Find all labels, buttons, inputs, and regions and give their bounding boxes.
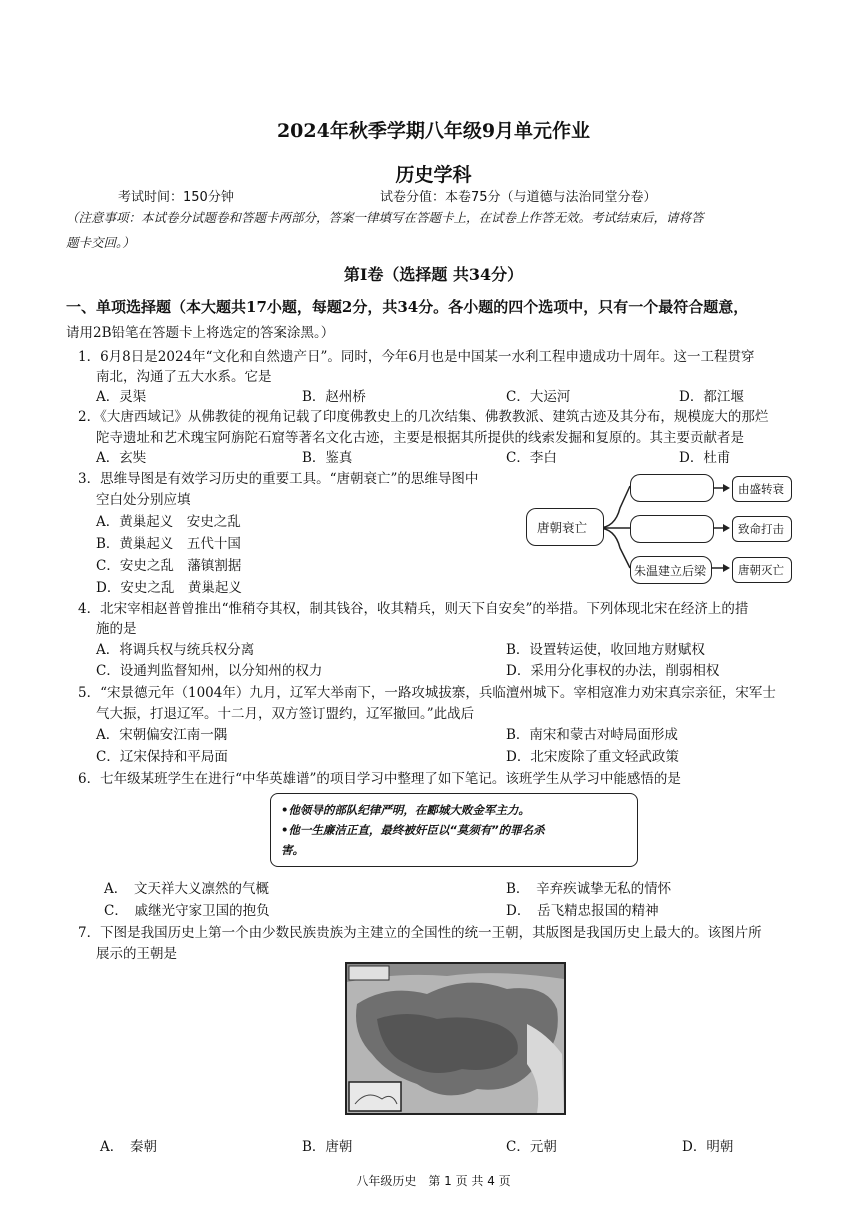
q2-line-2: 陀寺遗址和艺术瑰宝阿旃陀石窟等著名文化古迹，主要是根据其所提供的线索发掘和复原的。其主要贡献者是 [96,430,744,446]
q2-option-c: C．李白 [506,450,557,466]
q7-option-b: B．唐朝 [302,1139,353,1155]
q7-option-a: A． 秦朝 [100,1139,157,1155]
q6-line-1: 6．七年级某班学生在进行“中华英雄谱”的项目学习中整理了如下笔记。该班学生从学习中能感悟的是 [78,771,681,787]
q3-option-d: D．安史之乱 黄巢起义 [96,580,242,596]
q2-option-b: B．鉴真 [302,450,353,466]
q1-option-b: B．赵州桥 [302,389,366,405]
q1-line-1: 1．6月8日是2024年“文化和自然遗产日”。同时，今年6月也是中国某一水利工程申遗成功十周年。这一工程贯穿 [78,349,755,365]
mind-map-right-label-2: 致命打击 [738,522,784,536]
q1-option-d: D．都江堰 [679,389,744,405]
q3-line-2: 空白处分别应填 [96,492,191,508]
q5-option-a: A．宋朝偏安江南一隅 [96,727,228,743]
section-title: 第Ⅰ卷（选择题 共34分） [343,265,524,284]
q2-line-1: 2．《大唐西域记》从佛教徒的视角记载了印度佛教史上的几次结集、佛教教派、建筑古迹及其分布，规模庞大的那烂 [78,409,769,425]
q6-option-d: D． 岳飞精忠报国的精神 [506,903,659,919]
q6-option-c: C． 戚继光守家卫国的抱负 [104,903,270,919]
subject-title: 历史学科 [395,164,472,186]
q7-option-c: C．元朝 [506,1139,557,1155]
q4-line-2: 施的是 [96,621,137,637]
notice-line-2: 题卡交回。） [66,235,135,250]
q1-option-c: C．大运河 [506,389,571,405]
notes-line-2: •他一生廉洁正直，最终被奸臣以“莫须有”的罪名杀 [281,823,545,837]
q5-option-b: B．南宋和蒙古对峙局面形成 [506,727,678,743]
mind-map-bottom-left-label: 朱温建立后梁 [634,564,707,578]
notes-line-3: 害。 [281,843,304,857]
mind-map-blank-1 [630,474,714,502]
q5-option-c: C．辽宋保持和平局面 [96,749,228,765]
q4-line-1: 4．北宋宰相赵普曾推出“惟稍夺其权，制其钱谷，收其精兵，则天下自安矣”的举措。下列体现北宋在经济上的措 [78,601,749,617]
q7-line-2: 展示的王朝是 [96,946,177,962]
notes-box [270,793,638,867]
q4-option-b: B．设置转运使，收回地方财赋权 [506,642,705,658]
q7-option-d: D．明朝 [682,1139,734,1155]
q2-option-d: D．杜甫 [679,450,731,466]
notes-line-1: •他领导的部队纪律严明，在郾城大败金军主力。 [281,803,530,817]
q1-line-2: 南北，沟通了五大水系。它是 [96,369,272,385]
q7-line-1: 7．下图是我国历史上第一个由少数民族贵族为主建立的全国性的统一王朝，其版图是我国历史上最大的。该图片所 [78,925,762,941]
page-footer: 八年级历史 第 1 页 共 4 页 [356,1174,511,1188]
mind-map-right-label-3: 唐朝灭亡 [738,563,784,577]
dynasty-map-image [345,962,566,1115]
mind-map-blank-2 [630,515,714,543]
q2-option-a: A．玄奘 [96,450,147,466]
notice-line-1: （注意事项：本试卷分试题卷和答题卡两部分，答案一律填写在答题卡上，在试卷上作答无效。考试结束后，请将答 [66,210,704,225]
exam-title: 2024年秋季学期八年级9月单元作业 [276,120,591,142]
q4-option-a: A．将调兵权与统兵权分离 [96,642,255,658]
q5-option-d: D．北宋废除了重文轻武政策 [506,749,679,765]
q3-line-1: 3．思维导图是有效学习历史的重要工具。“唐朝衰亡”的思维导图中 [78,471,479,487]
q3-option-a: A．黄巢起义 安史之乱 [96,514,241,530]
exam-time: 考试时间：150分钟 [118,190,234,205]
mind-map-center-label: 唐朝衰亡 [537,520,588,535]
q1-option-a: A．灵渠 [96,389,147,405]
mind-map-right-label-1: 由盛转衰 [738,482,784,496]
q6-option-a: A． 文天祥大义凛然的气概 [104,881,269,897]
map-illustration [347,964,564,1113]
q6-option-b: B． 辛弃疾诚挚无私的情怀 [506,881,672,897]
q5-line-1: 5．“宋景德元年（1004年）九月，辽军大举南下，一路攻城拔寨，兵临澶州城下。宰相寇准力劝宋真宗亲征，宋军士 [78,685,776,701]
part1-instruction-2: 请用2B铅笔在答题卡上将选定的答案涂黑。） [66,325,335,341]
q3-option-b: B．黄巢起义 五代十国 [96,536,241,552]
q5-line-2: 气大振，打退辽军。十二月，双方签订盟约，辽军撤回。”此战后 [96,706,475,722]
q4-option-c: C．设通判监督知州，以分知州的权力 [96,663,323,679]
part1-instruction-1: 一、单项选择题（本大题共17小题，每题2分，共34分。各小题的四个选项中，只有一个最符合题意， [66,298,749,316]
q3-option-c: C．安史之乱 藩镇割据 [96,558,242,574]
q4-option-d: D．采用分化事权的办法，削弱相权 [506,663,720,679]
score-info: 试卷分值：本卷75分（与道德与法治同堂分卷） [380,190,657,205]
